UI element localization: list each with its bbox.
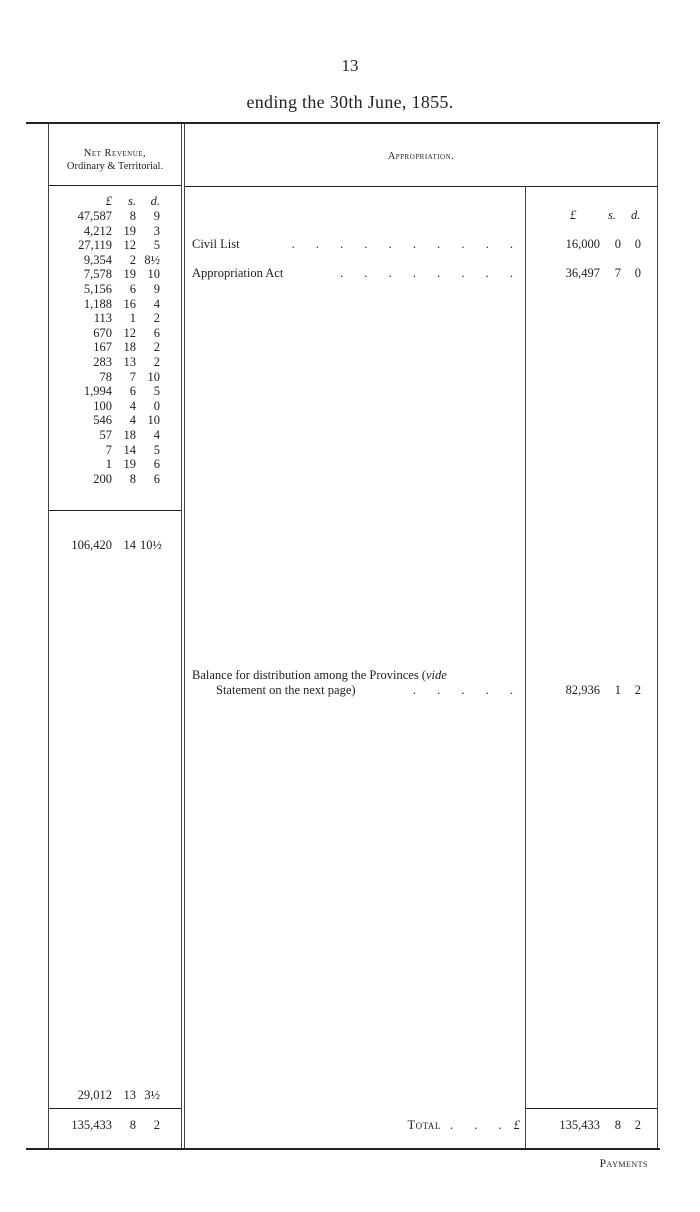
left-currency-header xyxy=(52,194,174,209)
revenue-pence: 6 xyxy=(153,471,160,486)
left-header-rule xyxy=(49,185,181,186)
revenue-pounds: 670 xyxy=(93,325,112,340)
revenue-pounds: 1 xyxy=(105,457,112,472)
revenue-shillings: 19 xyxy=(123,223,136,238)
revenue-pence: 6 xyxy=(153,325,160,340)
revenue-row xyxy=(52,428,174,443)
left-header-line1: Net Revenue, xyxy=(83,148,147,159)
left-total-shillings: 8 xyxy=(129,1118,136,1132)
revenue-shillings: 8 xyxy=(129,471,136,486)
revenue-pounds: 1,994 xyxy=(83,384,112,399)
balance-pence: 2 xyxy=(634,683,641,697)
revenue-row xyxy=(52,413,174,428)
left-header-line2: Ordinary & Territorial. xyxy=(66,161,164,172)
balance-in-pence: 3½ xyxy=(144,1088,160,1102)
appropriation-amount xyxy=(526,266,657,281)
page-heading: ending the 30th June, 1855. xyxy=(246,92,454,112)
appropriation-dots: . . . . . . . . . . xyxy=(291,237,522,251)
revenue-row xyxy=(52,443,174,458)
revenue-row xyxy=(52,457,174,472)
revenue-pence: 8½ xyxy=(144,252,160,267)
table-top-rule xyxy=(26,122,660,124)
left-total-row xyxy=(52,1118,174,1133)
right-total-pence: 2 xyxy=(634,1118,641,1132)
left-column-divider-2 xyxy=(184,124,185,1148)
revenue-shillings: 16 xyxy=(123,296,136,311)
appropriation-pounds: 36,497 xyxy=(565,266,600,280)
balance-in-shillings: 13 xyxy=(123,1088,136,1102)
revenue-pounds: 546 xyxy=(93,413,112,428)
pounds-header: £ xyxy=(105,194,112,208)
revenue-shillings: 4 xyxy=(129,413,136,428)
appropriation-label: Appropriation Act xyxy=(192,266,284,280)
revenue-pounds: 9,354 xyxy=(83,252,112,267)
revenue-pence: 10 xyxy=(147,369,160,384)
page-number: 13 xyxy=(341,56,359,75)
left-column-header xyxy=(49,147,181,173)
total-dots: . . . xyxy=(450,1118,511,1132)
revenue-row xyxy=(52,297,174,312)
revenue-pounds: 1,188 xyxy=(83,296,112,311)
subtotal-rule xyxy=(49,510,181,511)
right-border xyxy=(657,124,658,1148)
right-header-rule xyxy=(185,186,657,187)
appropriation-shillings: 0 xyxy=(614,237,621,251)
revenue-shillings: 18 xyxy=(123,340,136,355)
balance-in-pounds: 29,012 xyxy=(77,1088,112,1102)
revenue-shillings: 19 xyxy=(123,457,136,472)
right-total-rule xyxy=(526,1108,657,1109)
revenue-pence: 0 xyxy=(153,398,160,413)
revenue-pounds: 57 xyxy=(99,428,112,442)
revenue-pence: 6 xyxy=(153,457,160,472)
revenue-pounds: 47,587 xyxy=(77,209,112,223)
revenue-pounds: 4,212 xyxy=(83,223,112,238)
right-total-shillings: 8 xyxy=(614,1118,621,1132)
revenue-pence: 4 xyxy=(153,428,160,442)
revenue-shillings: 6 xyxy=(129,384,136,399)
appropriation-pounds: 16,000 xyxy=(565,237,600,251)
left-total-rule xyxy=(49,1108,181,1109)
revenue-row xyxy=(52,224,174,239)
balance-line1 xyxy=(192,668,522,683)
revenue-pounds: 27,119 xyxy=(78,238,112,253)
left-border xyxy=(48,124,49,1148)
balance-line1-vide: vide xyxy=(425,668,447,682)
left-total-pence: 2 xyxy=(153,1118,160,1132)
appropriation-pence: 0 xyxy=(634,266,641,280)
subtotal-shillings: 14 xyxy=(123,538,136,552)
catchword: Payments xyxy=(599,1158,648,1170)
revenue-shillings: 4 xyxy=(129,398,136,413)
revenue-row xyxy=(52,253,174,268)
revenue-shillings: 19 xyxy=(123,267,136,282)
revenue-pounds: 283 xyxy=(93,355,112,369)
revenue-pence: 5 xyxy=(153,442,160,457)
revenue-row xyxy=(52,370,174,385)
right-column-header: Appropriation. xyxy=(387,151,455,162)
revenue-row xyxy=(52,384,174,399)
revenue-shillings: 13 xyxy=(123,355,136,369)
revenue-pounds: 100 xyxy=(93,398,112,413)
shillings-header: s. xyxy=(128,194,136,208)
right-total-amount xyxy=(526,1118,657,1133)
revenue-pence: 5 xyxy=(153,384,160,399)
balance-in-row xyxy=(52,1088,174,1103)
revenue-shillings: 14 xyxy=(123,442,136,457)
revenue-shillings: 1 xyxy=(129,311,136,326)
total-label: Total xyxy=(407,1118,441,1132)
revenue-shillings: 18 xyxy=(123,428,136,442)
revenue-row xyxy=(52,311,174,326)
appropriation-row xyxy=(192,237,522,252)
revenue-pounds: 167 xyxy=(93,340,112,355)
balance-line2 xyxy=(192,683,522,698)
revenue-pence: 10 xyxy=(147,267,160,282)
revenue-pence: 9 xyxy=(153,209,160,223)
pence-header: d. xyxy=(150,194,160,208)
revenue-row xyxy=(52,267,174,282)
total-label-row xyxy=(380,1118,520,1133)
revenue-shillings: 12 xyxy=(123,238,136,253)
revenue-pounds: 7,578 xyxy=(83,267,112,282)
revenue-row xyxy=(52,340,174,355)
appropriation-label: Civil List xyxy=(192,237,240,251)
table-bottom-rule xyxy=(26,1148,660,1150)
balance-distribution-amount xyxy=(526,683,657,698)
balance-line1-text: Balance for distribution among the Provinces ( xyxy=(192,668,426,682)
revenue-pence: 10 xyxy=(147,413,160,428)
revenue-pence: 5 xyxy=(153,238,160,253)
revenue-shillings: 2 xyxy=(129,252,136,267)
appropriation-shillings: 7 xyxy=(614,266,621,280)
revenue-row xyxy=(52,282,174,297)
subtotal-pounds: 106,420 xyxy=(71,538,112,552)
revenue-row xyxy=(52,355,174,370)
appropriation-pence: 0 xyxy=(634,237,641,251)
appropriation-amount xyxy=(526,237,657,252)
appropriation-row xyxy=(192,266,522,281)
right-currency-header xyxy=(526,208,657,223)
revenue-shillings: 8 xyxy=(129,209,136,223)
left-total-pounds: 135,433 xyxy=(71,1118,112,1132)
subtotal-row xyxy=(52,538,174,553)
left-column-divider xyxy=(181,124,182,1148)
balance-line2-text: Statement on the next page) xyxy=(216,683,356,697)
revenue-row xyxy=(52,472,174,487)
right-shillings-header: s. xyxy=(608,208,616,222)
revenue-pence: 3 xyxy=(153,223,160,238)
appropriation-dots: . . . . . . . . xyxy=(340,266,522,280)
amount-column-divider xyxy=(525,186,526,1148)
total-symbol: £ xyxy=(513,1118,520,1132)
right-pounds-header: £ xyxy=(570,208,577,222)
revenue-pence: 2 xyxy=(153,340,160,355)
revenue-row xyxy=(52,399,174,414)
subtotal-pence: 10½ xyxy=(140,538,162,552)
revenue-pence: 2 xyxy=(153,355,160,369)
right-pence-header: d. xyxy=(631,208,641,222)
revenue-row xyxy=(52,209,174,224)
revenue-pounds: 200 xyxy=(93,471,112,486)
revenue-pounds: 7 xyxy=(105,442,112,457)
revenue-shillings: 6 xyxy=(129,282,136,296)
revenue-shillings: 12 xyxy=(123,325,136,340)
revenue-row xyxy=(52,326,174,341)
revenue-pounds: 113 xyxy=(93,311,112,326)
right-total-pounds: 135,433 xyxy=(559,1118,600,1132)
revenue-pence: 2 xyxy=(153,311,160,326)
balance-distribution-entry xyxy=(192,668,522,698)
revenue-pence: 4 xyxy=(153,296,160,311)
revenue-row xyxy=(52,238,174,253)
revenue-pounds: 5,156 xyxy=(83,282,112,296)
revenue-pence: 9 xyxy=(153,282,160,296)
balance-shillings: 1 xyxy=(614,683,621,697)
revenue-shillings: 7 xyxy=(129,369,136,384)
balance-dots: . . . . . xyxy=(412,683,522,697)
revenue-pounds: 78 xyxy=(99,369,112,384)
balance-pounds: 82,936 xyxy=(565,683,600,697)
